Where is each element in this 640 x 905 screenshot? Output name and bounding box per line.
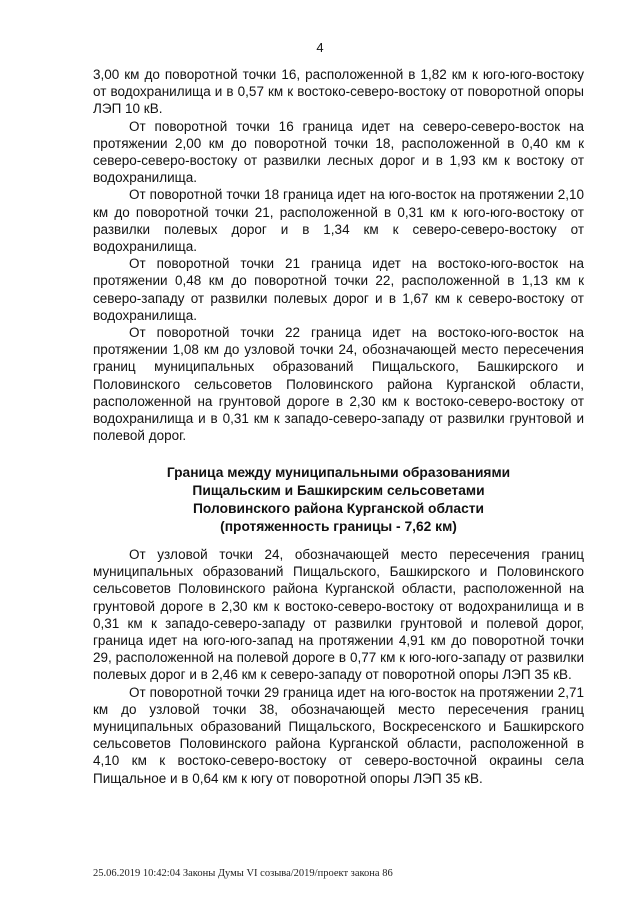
- paragraph-7: От поворотной точки 29 граница идет на юго-восток на протяжении 2,71 км до узловой точки 38, обозначающей место пересечения границ муниципальных образований Пищальского, Воскресенского и Башкирского сельсоветов Половинского района Курганской области, расположенной в 4,10 км к востоко-северо-востоку от северо-восточной окраины села Пищальное и в 0,64 км к югу от поворотной опоры ЛЭП 35 кВ.: [93, 684, 584, 786]
- page-footer: 25.06.2019 10:42:04 Законы Думы VI созыва/2019/проект закона 86: [93, 868, 393, 879]
- heading-line-2: Пищальским и Башкирским сельсоветами: [192, 483, 485, 498]
- paragraph-1: 3,00 км до поворотной точки 16, расположенной в 1,82 км к юго-юго-востоку от водохранилища и в 0,57 км к востоко-северо-востоку от поворотной опоры ЛЭП 10 кВ.: [93, 67, 584, 117]
- heading-line-3: Половинского района Курганской области: [193, 501, 484, 516]
- text-block-bottom: [93, 546, 584, 787]
- section-heading: [93, 464, 584, 536]
- paragraph-6: От узловой точки 24, обозначающей место пересечения границ муниципальных образований Пищальского, Башкирского и Половинского сельсоветов Половинского района Курганской области, расположенной на грунтовой дороге в 2,30 км к востоко-северо-востоку от водохранилища и в 0,31 км к западо-северо-западу от развилки грунтовой и полевой дорог, граница идет на юго-юго-запад на протяжении 4,91 км до поворотной точки 29, расположенной на полевой дороге в 0,77 км к юго-юго-западу от развилки полевых дорог и в 2,46 км к северо-западу от поворотной опоры ЛЭП 35 кВ.: [93, 547, 584, 683]
- paragraph-2: От поворотной точки 16 граница идет на северо-северо-восток на протяжении 2,00 км до поворотной точки 18, расположенной в 0,40 км к северо-северо-востоку от развилки лесных дорог и в 1,93 км к востоку от водохранилища.: [93, 118, 584, 186]
- paragraph-5: От поворотной точки 22 граница идет на востоко-юго-восток на протяжении 1,08 км до узловой точки 24, обозначающей место пересечения границ муниципальных образований Пищальского, Башкирского и Половинского сельсоветов Половинского района Курганской области, расположенной на грунтовой дороге в 2,30 км к востоко-северо-востоку от водохранилища и в 0,31 км к западо-северо-западу от развилки грунтовой и полевой дорог.: [93, 325, 584, 444]
- heading-line-1: Граница между муниципальными образованиями: [166, 465, 511, 480]
- paragraph-4: От поворотной точки 21 граница идет на востоко-юго-восток на протяжении 0,48 км до поворотной точки 22, расположенной в 1,13 км к северо-западу от развилки полевых дорог и в 1,67 км к северо-востоку от водохранилища.: [93, 256, 584, 323]
- page-number: 4: [316, 40, 324, 55]
- text-block-top: [93, 66, 584, 444]
- heading-line-4: (протяженность границы - 7,62 км): [220, 519, 457, 534]
- paragraph-3: От поворотной точки 18 граница идет на юго-восток на протяжении 2,10 км до поворотной точки 21, расположенной в 0,31 км к юго-юго-востоку от развилки полевых дорог и в 1,34 км к северо-северо-востоку от водохранилища.: [93, 187, 584, 255]
